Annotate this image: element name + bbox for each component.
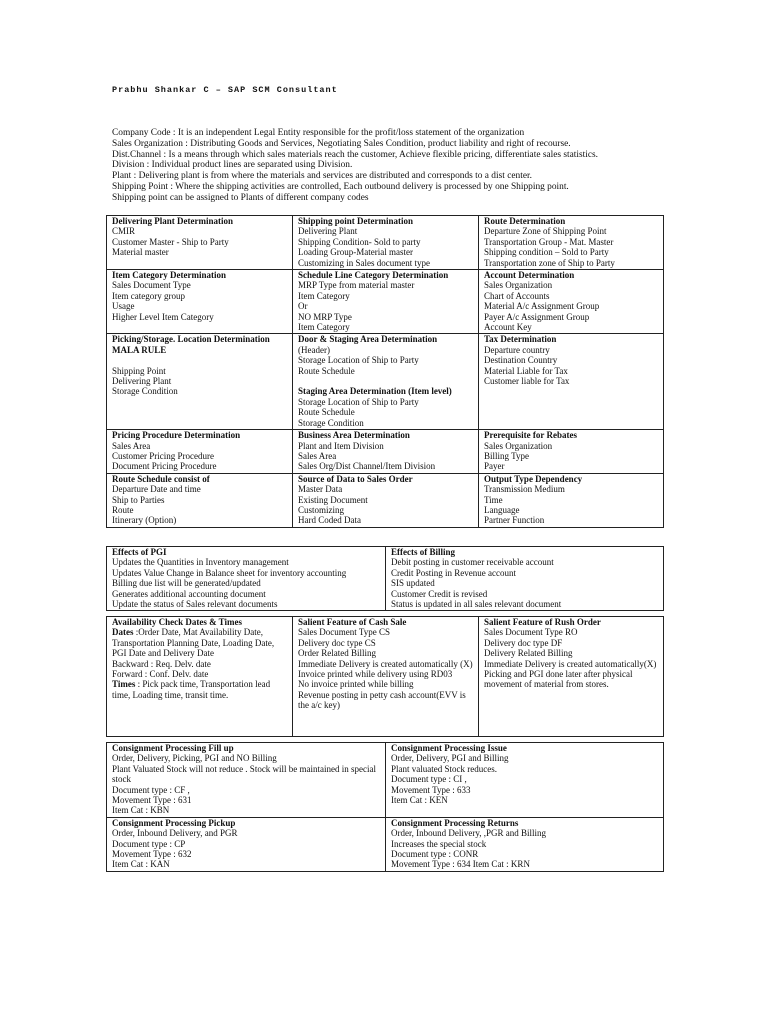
cell-rush-order: Salient Feature of Rush Order Sales Document Type RO Delivery doc type DF Delivery Related Billing Immediate Delivery is created automatically(X) Picking and PGI done later after physical movement of material from stores. <box>479 617 664 737</box>
cell-picking-storage-location-determination: Picking/Storage. Location Determination MALA RULE Shipping Point Delivering Plant Storage Condition <box>107 334 293 430</box>
definition-shipping-point-note: Shipping point can be assigned to Plants of different company codes <box>112 192 369 203</box>
cell-business-area-determination: Business Area Determination Plant and Item Division Sales Area Sales Org/Dist Channel/Item Division <box>293 430 479 474</box>
cell-tax-determination: Tax Determination Departure country Destination Country Material Liable for Tax Customer liable for Tax <box>479 334 664 430</box>
cell-schedule-line-category-determination: Schedule Line Category Determination MRP Type from material master Item Category Or NO MRP Type Item Category <box>293 270 479 334</box>
definition-company-code: Company Code : It is an independent Legal Entity responsible for the profit/loss statement of the organization <box>112 128 525 138</box>
cell-route-determination: Route Determination Departure Zone of Shipping Point Transportation Group - Mat. Master Shipping condition – Sold to Party Transportation zone of Ship to Party <box>479 216 664 270</box>
cell-effects-of-billing: Effects of Billing Debit posting in customer receivable account Credit Posting in Revenue account SIS updated Customer Credit is revised Status is updated in all sales relevant document <box>386 547 664 611</box>
cell-route-schedule: Route Schedule consist of Departure Date and time Ship to Parties Route Itinerary (Option) <box>107 473 293 527</box>
table-row <box>107 817 664 871</box>
intro-definitions <box>112 128 672 204</box>
table-row <box>107 617 664 737</box>
cell-prerequisite-for-rebates: Prerequisite for Rebates Sales Organization Billing Type Payer <box>479 430 664 474</box>
cell-account-determination: Account Determination Sales Organization Chart of Accounts Material A/c Assignment Group Payer A/c Assignment Group Account Key <box>479 270 664 334</box>
cell-item-category-determination: Item Category Determination Sales Document Type Item category group Usage Higher Level Item Category <box>107 270 293 334</box>
cell-source-of-data: Source of Data to Sales Order Master Data Existing Document Customizing Hard Coded Data <box>293 473 479 527</box>
cell-consignment-issue: Consignment Processing Issue Order, Delivery, PGI and Billing Plant valuated Stock reduces. Document type : CI , Movement Type : 633 Item Cat : KEN <box>386 743 664 818</box>
definition-dist-channel: Dist.Channel : Is a means through which sales materials reach the customer, Achieve flexible pricing, differentiate sales statistics. <box>112 149 599 160</box>
definition-division: Division : Individual product lines are separated using Division. <box>112 160 353 171</box>
table-row <box>107 547 664 611</box>
consignment-table <box>106 742 664 872</box>
cell-delivering-plant-determination: Delivering Plant Determination CMIR Customer Master - Ship to Party Material master <box>107 216 293 270</box>
table-row <box>107 334 664 430</box>
cell-consignment-fill-up: Consignment Processing Fill up Order, Delivery, Picking, PGI and NO Billing Plant Valuated Stock will not reduce . Stock will be maintained in special stock Document type : CF , Movement Type : 631 Item Cat : KBN <box>107 743 386 818</box>
cell-pricing-procedure-determination: Pricing Procedure Determination Sales Area Customer Pricing Procedure Document Pricing Procedure <box>107 430 293 474</box>
cell-door-staging-area-determination: Door & Staging Area Determination (Header) Storage Location of Ship to Party Route Schedule Staging Area Determination (Item level) Storage Location of Ship to Party Route Schedule Storage Condition <box>293 334 479 430</box>
cell-consignment-returns: Consignment Processing Returns Order, Inbound Delivery, ,PGR and Billing Increases the special stock Document type : CONR Movement Type : 634 Item Cat : KRN <box>386 817 664 871</box>
effects-table <box>106 546 664 611</box>
definition-shipping-point: Shipping Point : Where the shipping activities are controlled, Each outbound delivery is processed by one Shipping point. <box>112 181 569 192</box>
sales-features-table <box>106 616 664 737</box>
table-row <box>107 743 664 818</box>
cell-availability-check: Availability Check Dates & Times Dates :Order Date, Mat Availability Date, Transportation Planning Date, Loading Date, PGI Date and Delivery Date Backward : Req. Delv. date Forward : Conf. Delv. date Times : Pick pack time, Transportation lead time, Loading time, transit time. <box>107 617 293 737</box>
table-row <box>107 216 664 270</box>
cell-output-type-dependency: Output Type Dependency Transmission Medium Time Language Partner Function <box>479 473 664 527</box>
document-header: Prabhu Shankar C – SAP SCM Consultant <box>112 85 338 95</box>
cell-cash-sale: Salient Feature of Cash Sale Sales Document Type CS Delivery doc type CS Order Related Billing Immediate Delivery is created automatically (X) Invoice printed while delivery using RD03 No invoice printed while billing Revenue posting in petty cash account(EVV is the a/c key) <box>293 617 479 737</box>
determination-table <box>106 215 664 528</box>
table-row <box>107 430 664 474</box>
definition-sales-organization: Sales Organization : Distributing Goods and Services, Negotiating Sales Condition, product liability and right of recourse. <box>112 138 571 149</box>
table-row <box>107 270 664 334</box>
cell-shipping-point-determination: Shipping point Determination Delivering Plant Shipping Condition- Sold to party Loading Group-Material master Customizing in Sales document type <box>293 216 479 270</box>
table-row <box>107 473 664 527</box>
cell-effects-of-pgi: Effects of PGI Updates the Quantities in Inventory management Updates Value Change in Balance sheet for inventory accounting Billing due list will be generated/updated Generates additional accounting document Update the status of Sales relevant documents <box>107 547 386 611</box>
cell-consignment-pickup: Consignment Processing Pickup Order, Inbound Delivery, and PGR Document type : CP Movement Type : 632 Item Cat : KAN <box>107 817 386 871</box>
definition-plant: Plant : Delivering plant is from where the materials and services are distributed and corresponds to a dist center. <box>112 171 532 182</box>
